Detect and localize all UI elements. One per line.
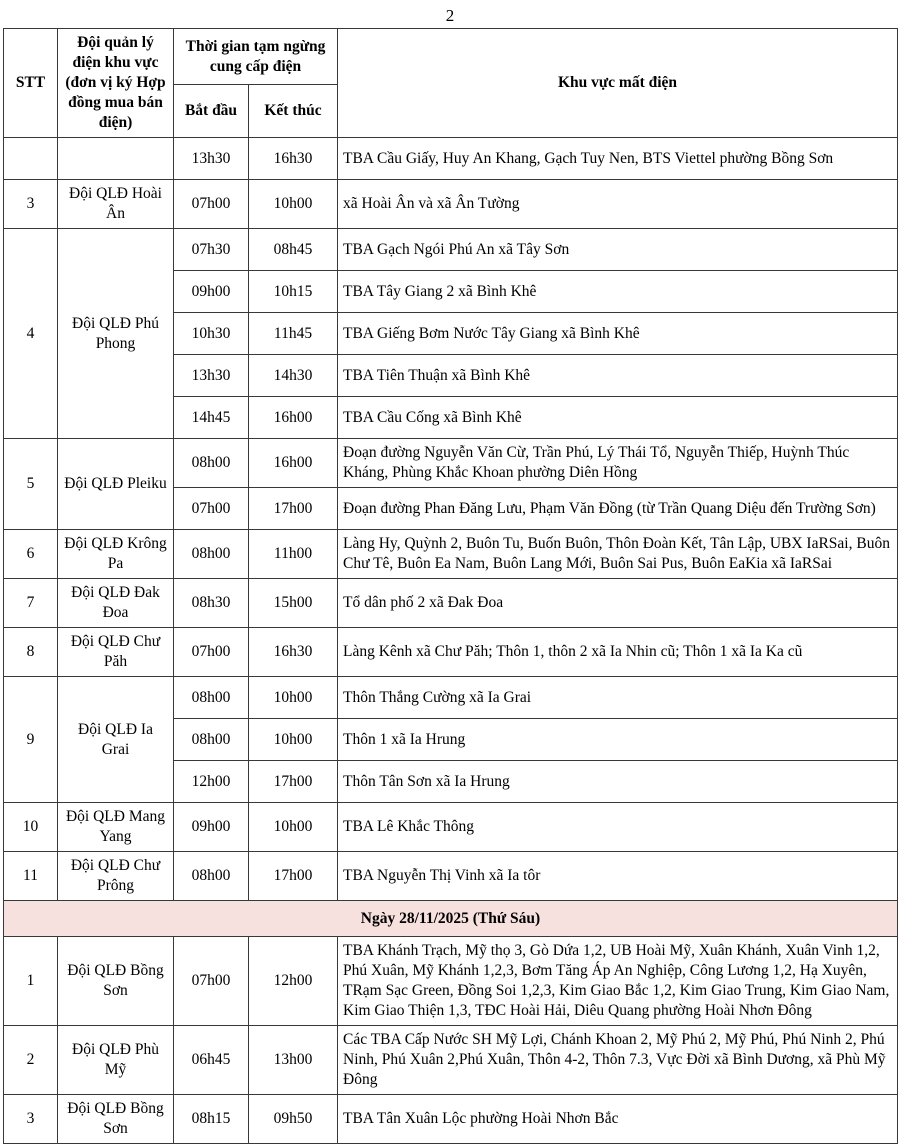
start-time-cell: 10h30: [174, 313, 249, 355]
stt-cell: 6: [4, 530, 58, 579]
start-time-cell: 08h00: [174, 852, 249, 901]
outage-area-cell: TBA Tây Giang 2 xã Bình Khê: [338, 271, 898, 313]
start-time-cell: 07h00: [174, 180, 249, 229]
table-row: [4, 439, 898, 488]
end-time-cell: 16h30: [249, 628, 338, 677]
table-header: [4, 29, 898, 138]
outage-area-cell: TBA Lê Khắc Thông: [338, 803, 898, 852]
start-time-cell: 08h00: [174, 439, 249, 488]
end-time-cell: 11h45: [249, 313, 338, 355]
table-row: [4, 180, 898, 229]
start-time-cell: 07h00: [174, 937, 249, 1026]
start-time-cell: 08h00: [174, 677, 249, 719]
outage-schedule-table: [3, 28, 898, 1144]
stt-cell: 3: [4, 1095, 58, 1144]
end-time-cell: 08h45: [249, 229, 338, 271]
start-time-cell: 09h00: [174, 803, 249, 852]
header-end-time: Kết thúc: [249, 85, 338, 138]
start-time-cell: 12h00: [174, 761, 249, 803]
table-row: [4, 229, 898, 271]
outage-area-cell: TBA Cầu Cống xã Bình Khê: [338, 397, 898, 439]
table-row: [4, 677, 898, 719]
end-time-cell: 10h15: [249, 271, 338, 313]
end-time-cell: 12h00: [249, 937, 338, 1026]
table-row: [4, 530, 898, 579]
unit-cell: Đội QLĐ Krông Pa: [58, 530, 174, 579]
end-time-cell: 11h00: [249, 530, 338, 579]
end-time-cell: 14h30: [249, 355, 338, 397]
unit-cell: Đội QLĐ Phù Mỹ: [58, 1026, 174, 1095]
outage-area-cell: Làng Hy, Quỳnh 2, Buôn Tu, Buốn Buôn, Thôn Đoàn Kết, Tân Lập, UBX IaRSai, Buôn Chư Tê, Buôn Ea Nam, Buôn Lang Mới, Buôn Sai Pus, Buôn EaKia xã IaRSai: [338, 530, 898, 579]
start-time-cell: 07h00: [174, 488, 249, 530]
start-time-cell: 09h00: [174, 271, 249, 313]
outage-area-cell: Làng Kênh xã Chư Păh; Thôn 1, thôn 2 xã Ia Nhin cũ; Thôn 1 xã Ia Ka cũ: [338, 628, 898, 677]
stt-cell: 3: [4, 180, 58, 229]
section-date-row: [4, 901, 898, 937]
table-row: [4, 1095, 898, 1144]
unit-cell: Đội QLĐ Mang Yang: [58, 803, 174, 852]
start-time-cell: 07h00: [174, 628, 249, 677]
start-time-cell: 14h45: [174, 397, 249, 439]
end-time-cell: 10h00: [249, 180, 338, 229]
end-time-cell: 16h00: [249, 439, 338, 488]
unit-cell: Đội QLĐ Đak Đoa: [58, 579, 174, 628]
header-area: Khu vực mất điện: [338, 29, 898, 138]
outage-area-cell: Đoạn đường Phan Đăng Lưu, Phạm Văn Đồng (từ Trần Quang Diệu đến Trường Sơn): [338, 488, 898, 530]
unit-cell: Đội QLĐ Ia Grai: [58, 677, 174, 803]
unit-cell: Đội QLĐ Bồng Sơn: [58, 937, 174, 1026]
section-date-label: Ngày 28/11/2025 (Thứ Sáu): [4, 901, 898, 937]
stt-cell: [4, 138, 58, 180]
stt-cell: 1: [4, 937, 58, 1026]
start-time-cell: 06h45: [174, 1026, 249, 1095]
end-time-cell: 10h00: [249, 803, 338, 852]
end-time-cell: 10h00: [249, 719, 338, 761]
outage-area-cell: Thôn Tân Sơn xã Ia Hrung: [338, 761, 898, 803]
start-time-cell: 08h30: [174, 579, 249, 628]
start-time-cell: 13h30: [174, 138, 249, 180]
outage-area-cell: Thôn 1 xã Ia Hrung: [338, 719, 898, 761]
outage-area-cell: Đoạn đường Nguyễn Văn Cừ, Trần Phú, Lý Thái Tổ, Nguyễn Thiếp, Huỳnh Thúc Kháng, Phùng Khắc Khoan phường Diên Hồng: [338, 439, 898, 488]
header-unit: Đội quản lý điện khu vực (đơn vị ký Hợp đồng mua bán điện): [58, 29, 174, 138]
stt-cell: 10: [4, 803, 58, 852]
outage-area-cell: TBA Tân Xuân Lộc phường Hoài Nhơn Bắc: [338, 1095, 898, 1144]
unit-cell: Đội QLĐ Bồng Sơn: [58, 1095, 174, 1144]
unit-cell: Đội QLĐ Chư Păh: [58, 628, 174, 677]
stt-cell: 9: [4, 677, 58, 803]
unit-cell: Đội QLĐ Hoài Ân: [58, 180, 174, 229]
stt-cell: 2: [4, 1026, 58, 1095]
end-time-cell: 16h30: [249, 138, 338, 180]
outage-area-cell: Tổ dân phố 2 xã Đak Đoa: [338, 579, 898, 628]
end-time-cell: 16h00: [249, 397, 338, 439]
unit-cell: Đội QLĐ Chư Prông: [58, 852, 174, 901]
table-row: [4, 579, 898, 628]
header-stt: STT: [4, 29, 58, 138]
table-body: [4, 138, 898, 1144]
unit-cell: [58, 138, 174, 180]
start-time-cell: 08h15: [174, 1095, 249, 1144]
header-start-time: Bắt đầu: [174, 85, 249, 138]
end-time-cell: 17h00: [249, 488, 338, 530]
outage-area-cell: TBA Gạch Ngói Phú An xã Tây Sơn: [338, 229, 898, 271]
end-time-cell: 15h00: [249, 579, 338, 628]
unit-cell: Đội QLĐ Pleiku: [58, 439, 174, 530]
table-row: [4, 937, 898, 1026]
end-time-cell: 09h50: [249, 1095, 338, 1144]
outage-area-cell: Các TBA Cấp Nước SH Mỹ Lợi, Chánh Khoan 2, Mỹ Phú 2, Mỹ Phú, Phú Ninh 2, Phú Ninh, Phú Xuân 2,Phú Xuân, Thôn 4-2, Thôn 7.3, Vực Đời xã Bình Dương, xã Phù Mỹ Đông: [338, 1026, 898, 1095]
outage-area-cell: TBA Nguyễn Thị Vinh xã Ia tôr: [338, 852, 898, 901]
start-time-cell: 07h30: [174, 229, 249, 271]
table-row: [4, 138, 898, 180]
table-row: [4, 852, 898, 901]
header-time-group: Thời gian tạm ngừng cung cấp điện: [174, 29, 338, 85]
stt-cell: 11: [4, 852, 58, 901]
end-time-cell: 17h00: [249, 852, 338, 901]
stt-cell: 7: [4, 579, 58, 628]
outage-area-cell: TBA Cầu Giấy, Huy An Khang, Gạch Tuy Nen, BTS Viettel phường Bồng Sơn: [338, 138, 898, 180]
table-row: [4, 628, 898, 677]
table-row: [4, 1026, 898, 1095]
stt-cell: 4: [4, 229, 58, 439]
end-time-cell: 17h00: [249, 761, 338, 803]
page-number: 2: [445, 6, 455, 25]
start-time-cell: 08h00: [174, 719, 249, 761]
end-time-cell: 10h00: [249, 677, 338, 719]
outage-area-cell: xã Hoài Ân và xã Ân Tường: [338, 180, 898, 229]
start-time-cell: 08h00: [174, 530, 249, 579]
stt-cell: 8: [4, 628, 58, 677]
outage-area-cell: TBA Tiên Thuận xã Bình Khê: [338, 355, 898, 397]
table-row: [4, 803, 898, 852]
outage-area-cell: TBA Giếng Bơm Nước Tây Giang xã Bình Khê: [338, 313, 898, 355]
end-time-cell: 13h00: [249, 1026, 338, 1095]
start-time-cell: 13h30: [174, 355, 249, 397]
stt-cell: 5: [4, 439, 58, 530]
unit-cell: Đội QLĐ Phú Phong: [58, 229, 174, 439]
outage-area-cell: TBA Khánh Trạch, Mỹ thọ 3, Gò Dứa 1,2, UB Hoài Mỹ, Xuân Khánh, Xuân Vinh 1,2, Phú Xuân, Mỹ Khánh 1,2,3, Bơm Tăng Áp An Nghiệp, Công Lương 1,2, Hạ Xuyên, TRạm Sạc Green, Đồng Soi 1,2,3, Kim Giao Bắc 1,2, Kim Giao Trung, Kim Giao Nam, Kim Giao Thiện 1,3, TĐC Hoài Hải, Diêu Quang phường Hoài Nhơn Đông: [338, 937, 898, 1026]
outage-area-cell: Thôn Thắng Cường xã Ia Grai: [338, 677, 898, 719]
